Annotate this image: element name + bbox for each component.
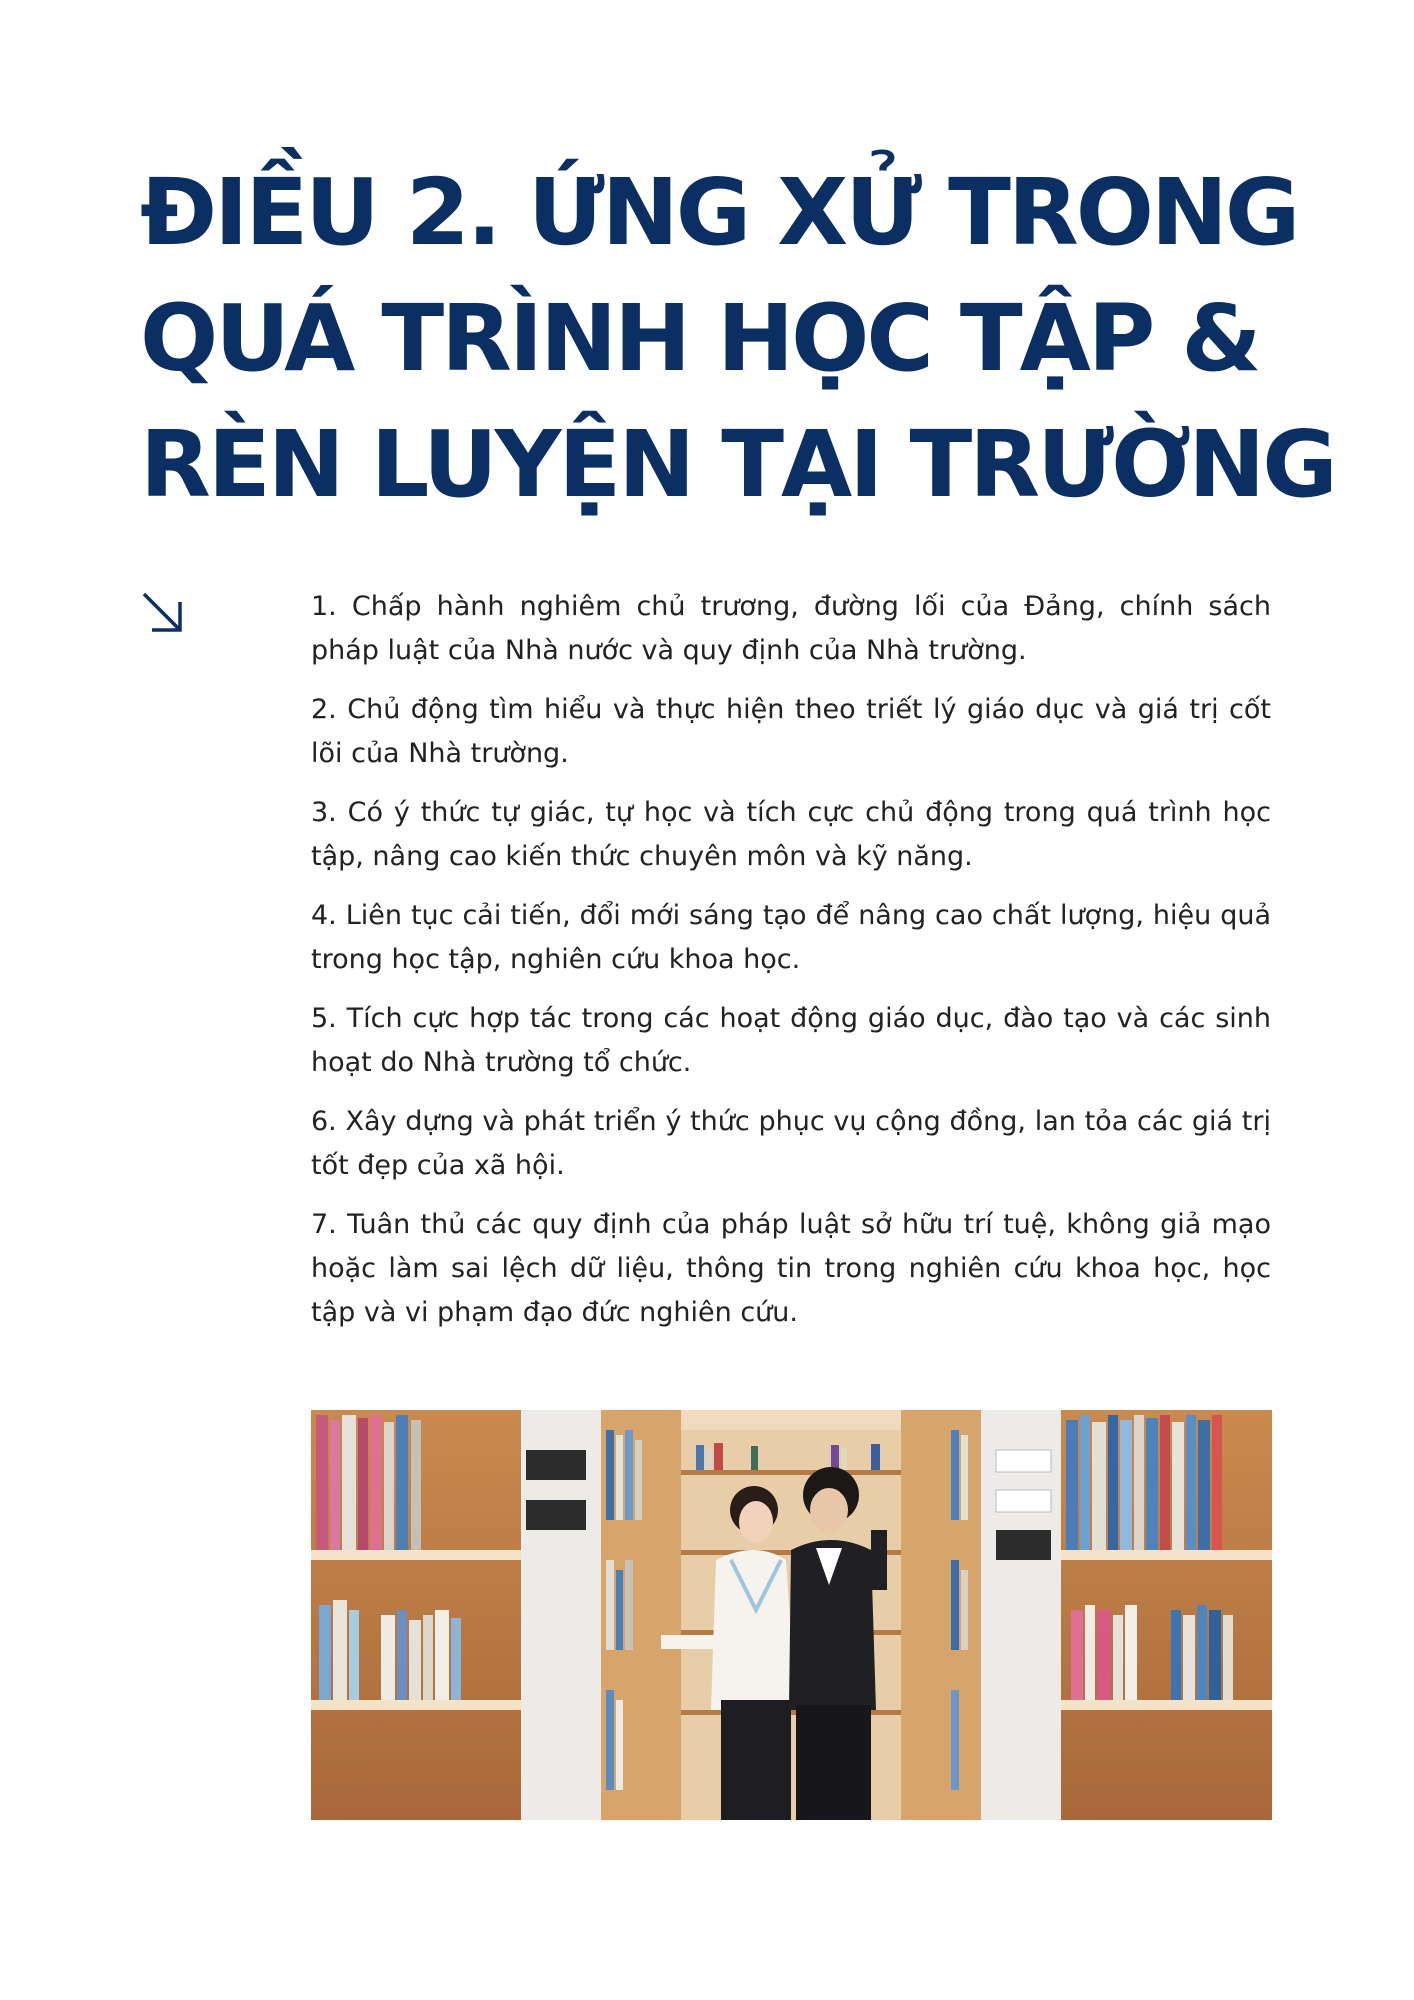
title-line: QUÁ TRÌNH HỌC TẬP &	[140, 285, 1259, 392]
page-title	[140, 150, 1340, 528]
list-item: 2. Chủ động tìm hiểu và thực hiện theo triết lý giáo dục và giá trị cốt lõi của Nhà trường.	[311, 694, 1271, 769]
title-line: RÈN LUYỆN TẠI TRƯỜNG	[140, 411, 1335, 518]
title-line: ĐIỀU 2. ỨNG XỬ TRONG	[140, 159, 1298, 266]
list-item: 3. Có ý thức tự giác, tự học và tích cực chủ động trong quá trình học tập, nâng cao kiến thức chuyên môn và kỹ năng.	[311, 797, 1271, 872]
list-item: 5. Tích cực hợp tác trong các hoạt động giáo dục, đào tạo và các sinh hoạt do Nhà trường tổ chức.	[311, 1003, 1271, 1078]
rules-list	[311, 585, 1271, 1350]
list-item: 6. Xây dựng và phát triển ý thức phục vụ cộng đồng, lan tỏa các giá trị tốt đẹp của xã hội.	[311, 1106, 1271, 1181]
library-photo	[311, 1410, 1272, 1820]
arrow-down-right-icon	[140, 590, 186, 636]
list-item: 7. Tuân thủ các quy định của pháp luật sở hữu trí tuệ, không giả mạo hoặc làm sai lệch dữ liệu, thông tin trong nghiên cứu khoa học, học tập và vi phạm đạo đức nghiên cứu.	[311, 1209, 1271, 1328]
list-item: 1. Chấp hành nghiêm chủ trương, đường lối của Đảng, chính sách pháp luật của Nhà nước và quy định của Nhà trường.	[311, 591, 1271, 666]
list-item: 4. Liên tục cải tiến, đổi mới sáng tạo để nâng cao chất lượng, hiệu quả trong học tập, nghiên cứu khoa học.	[311, 900, 1271, 975]
